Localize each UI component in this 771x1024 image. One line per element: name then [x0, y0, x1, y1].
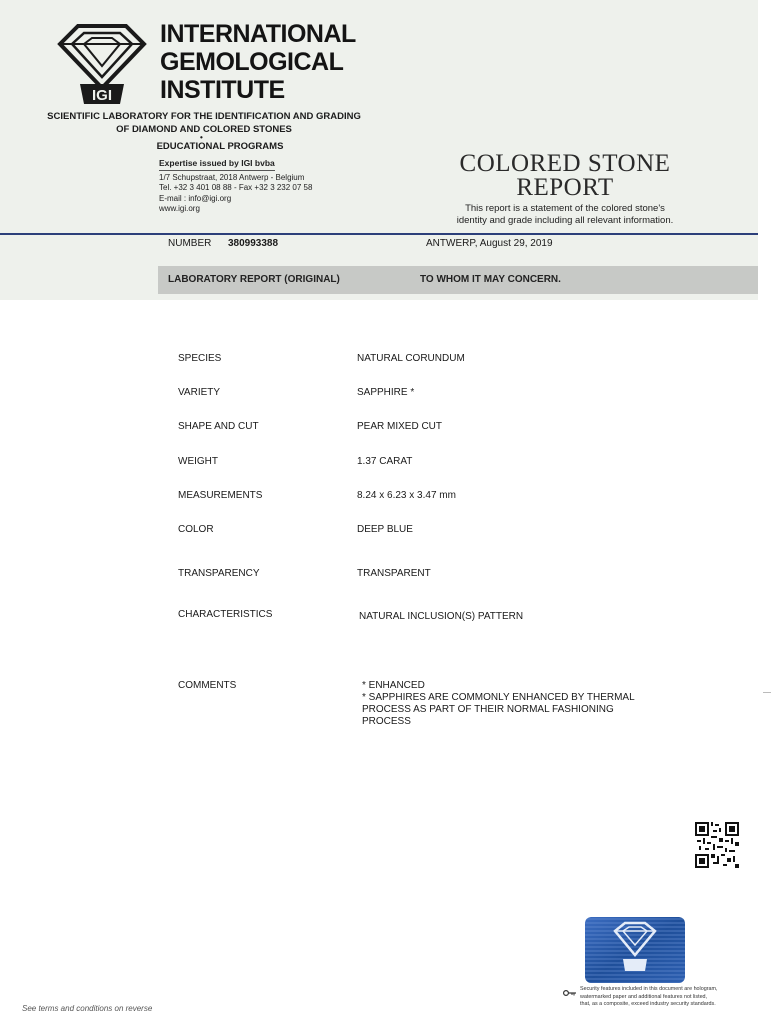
comment-line: PROCESS AS PART OF THEIR NORMAL FASHIONING: [362, 704, 614, 715]
institute-name-line: GEMOLOGICAL: [160, 48, 344, 76]
species-label: SPECIES: [178, 353, 222, 364]
tagline-line: SCIENTIFIC LABORATORY FOR THE IDENTIFICATION AND GRADING: [47, 111, 361, 122]
security-hologram: [585, 917, 685, 983]
contact-block: [159, 158, 312, 215]
shape-label: SHAPE AND CUT: [178, 421, 259, 432]
color-value: DEEP BLUE: [357, 524, 413, 535]
characteristics-value: NATURAL INCLUSION(S) PATTERN: [359, 611, 524, 622]
report-body: [0, 300, 771, 1024]
institute-name-line: INSTITUTE: [160, 76, 285, 104]
contact-email: E-mail : info@igi.org: [159, 193, 232, 203]
security-line: that, as a composite, exceed industry security standards.: [580, 1001, 716, 1007]
report-title: [420, 152, 710, 200]
terms-note: See terms and conditions on reverse: [22, 1004, 153, 1013]
weight-value: 1.37 CARAT: [357, 456, 413, 467]
variety-label: VARIETY: [178, 387, 221, 398]
report-number: 380993388: [228, 238, 279, 249]
tagline-line: OF DIAMOND AND COLORED STONES: [116, 124, 292, 135]
comment-line: * SAPPHIRES ARE COMMONLY ENHANCED BY THERMAL: [362, 692, 635, 703]
security-line: Security features included in this document are hologram,: [580, 986, 718, 992]
measurements-value: 8.24 x 6.23 x 3.47 mm: [357, 490, 456, 501]
institute-tagline: [44, 110, 364, 136]
report-description: [420, 203, 710, 227]
comments-text: [362, 680, 635, 728]
qr-code[interactable]: [695, 822, 739, 868]
variety-value: SAPPHIRE *: [357, 387, 415, 398]
addressee: TO WHOM IT MAY CONCERN.: [420, 274, 561, 285]
comment-line: PROCESS: [362, 716, 411, 727]
key-icon: [563, 989, 577, 997]
shape-value: PEAR MIXED CUT: [357, 421, 443, 432]
report-desc-line: This report is a statement of the colored stone's: [465, 203, 665, 214]
comments-label: COMMENTS: [178, 680, 237, 691]
logo-initials: IGI: [91, 87, 113, 104]
page-edge: [758, 0, 771, 300]
contact-address: 1/7 Schupstraat, 2018 Antwerp - Belgium: [159, 172, 305, 182]
igi-diamond-logo: [56, 22, 148, 108]
characteristics-label: CHARACTERISTICS: [178, 609, 273, 620]
lab-report-label: LABORATORY REPORT (ORIGINAL): [168, 274, 340, 285]
security-notice: [580, 986, 760, 1009]
measurements-label: MEASUREMENTS: [178, 490, 263, 501]
contact-web: www.igi.org: [159, 204, 200, 213]
header-rule: [0, 233, 758, 235]
number-label: NUMBER: [168, 238, 212, 249]
report-desc-line: identity and grade including all relevant information.: [456, 215, 674, 226]
weight-label: WEIGHT: [178, 456, 218, 467]
contact-phone: Tel. +32 3 401 08 88 - Fax +32 3 232 07 58: [159, 183, 313, 192]
security-line: watermarked paper and additional features not listed,: [580, 993, 708, 1000]
bullet-dot: •: [200, 133, 203, 142]
institute-name-line: INTERNATIONAL: [160, 20, 356, 48]
transparency-label: TRANSPARENCY: [178, 568, 260, 579]
color-label: COLOR: [178, 524, 214, 535]
contact-title: Expertise issued by IGI bvba: [159, 158, 275, 171]
transparency-value: TRANSPARENT: [357, 568, 431, 579]
report-title-line: COLORED STONE: [459, 150, 671, 177]
comment-line: * ENHANCED: [362, 680, 425, 691]
place-date: ANTWERP, August 29, 2019: [426, 238, 553, 249]
fold-mark: [763, 692, 771, 693]
educational-programs: EDUCATIONAL PROGRAMS: [156, 141, 284, 152]
species-value: NATURAL CORUNDUM: [357, 353, 465, 364]
report-title-line: REPORT: [516, 174, 614, 201]
institute-name: [160, 20, 356, 104]
